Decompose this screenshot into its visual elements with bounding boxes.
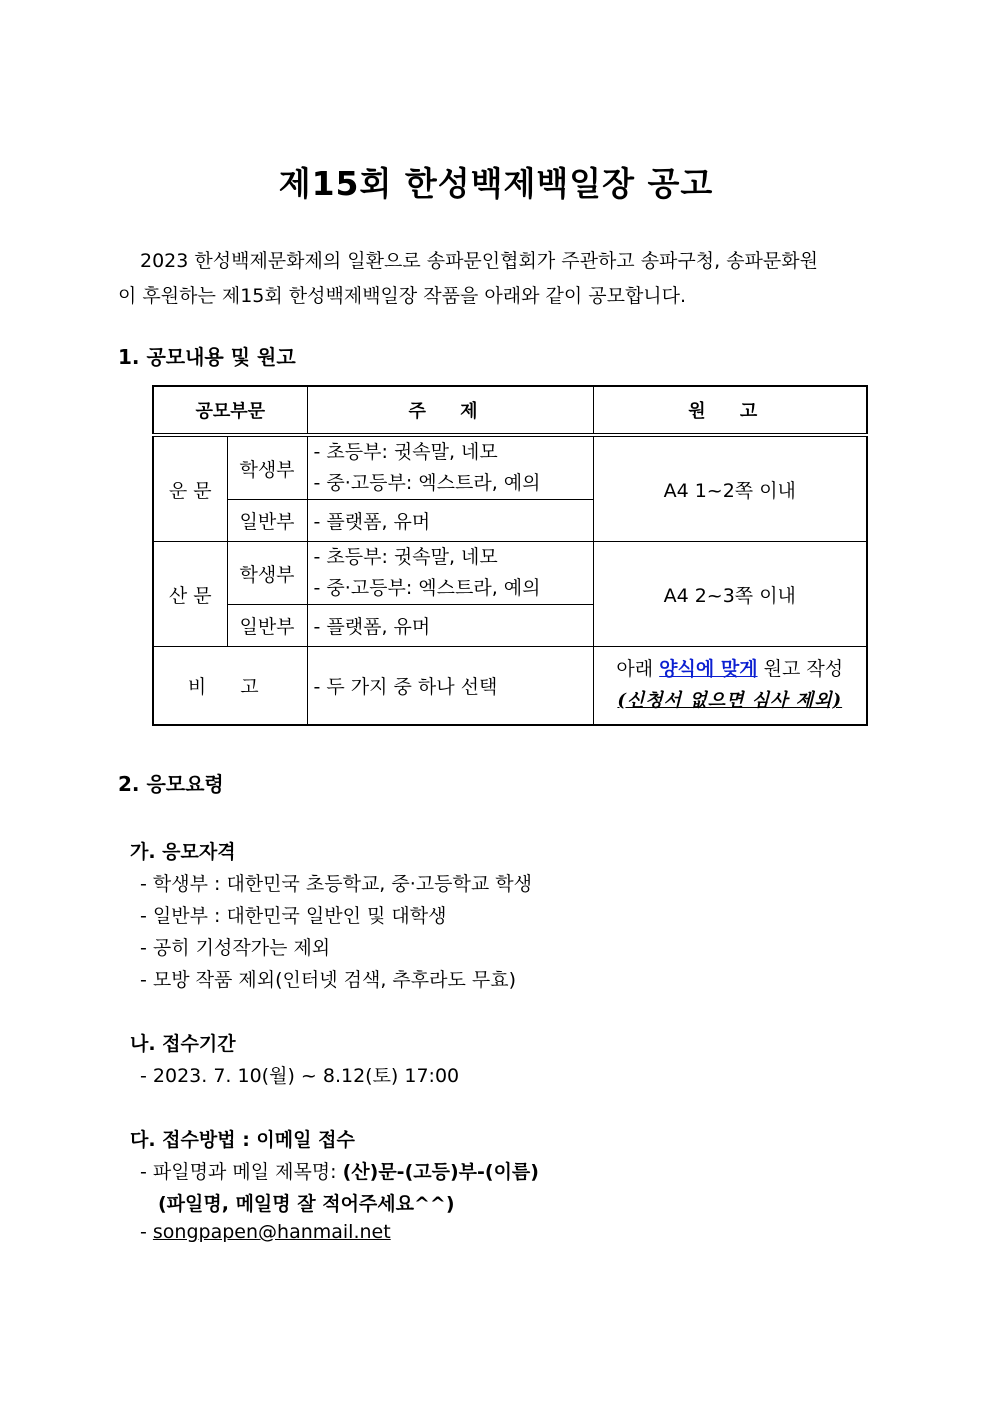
unmun-student-topics [307,435,593,500]
note-manuscript-pre: 아래 [616,658,660,681]
note-manuscript-post: 원고 작성 [757,658,844,681]
unmun-length: A4 1~2쪽 이내 [593,435,867,542]
sanmun-length: A4 2~3쪽 이내 [593,542,867,647]
intro-paragraph [118,244,888,314]
section-2-heading: 2. 응모요령 [118,772,224,796]
unmun-general-label: 일반부 [227,500,307,542]
subsection-ga-heading: 가. 응모자격 [130,841,236,863]
form-link[interactable]: 양식에 맞게 [659,658,758,681]
unmun-category: 운 문 [153,435,227,542]
header-manuscript: 원 고 [593,386,867,435]
file-name-prefix: - 파일명과 메일 제목명: [140,1161,343,1183]
email-link[interactable]: songpapen@hanmail.net [152,1221,391,1243]
sanmun-topic-secondary: - 중·고등부: 엑스트라, 예의 [313,577,541,599]
sanmun-category: 산 문 [153,542,227,647]
sanmun-general-topic: - 플랫폼, 유머 [307,605,593,647]
header-category: 공모부문 [153,386,307,435]
intro-line-1: 2023 한성백제문화제의 일환으로 송파문인협회가 주관하고 송파구청, 송파문화원 [140,250,818,272]
file-name-note: (파일명, 메일명 잘 적어주세요^^) [158,1193,455,1215]
file-name-format: (산)문-(고등)부-(이름) [342,1161,539,1183]
unmun-student-label: 학생부 [227,435,307,500]
header-topic: 주 제 [307,386,593,435]
note-manuscript [593,647,867,725]
email-item [140,1221,391,1243]
unmun-topic-elementary: - 초등부: 귓속말, 네모 [313,441,498,463]
email-prefix: - [140,1221,153,1243]
section-1-heading: 1. 공모내용 및 원고 [118,345,296,369]
note-manuscript-line [600,654,861,685]
sanmun-topic-elementary: - 초등부: 귓속말, 네모 [313,546,498,568]
contest-table [152,385,868,726]
subsection-da-heading: 다. 접수방법 : 이메일 접수 [130,1129,355,1151]
eligibility-item: - 공히 기성작가는 제외 [140,937,331,959]
subsection-na-heading: 나. 접수기간 [130,1033,236,1055]
intro-line-2: 이 후원하는 제15회 한성백제백일장 작품을 아래와 같이 공모합니다. [118,285,687,307]
sanmun-student-label: 학생부 [227,542,307,605]
handwritten-note: (신청서 없으면 심사 제외) [617,690,843,712]
page-title: 제15회 한성백제백일장 공고 [278,164,714,203]
unmun-topic-secondary: - 중·고등부: 엑스트라, 예의 [313,472,541,494]
sanmun-student-topics [307,542,593,605]
eligibility-item: - 모방 작품 제외(인터넷 검색, 추후라도 무효) [140,969,516,991]
period-item: - 2023. 7. 10(월) ~ 8.12(토) 17:00 [140,1065,460,1087]
eligibility-item: - 학생부 : 대한민국 초등학교, 중·고등학교 학생 [140,873,532,895]
sanmun-general-label: 일반부 [227,605,307,647]
note-label: 비 고 [153,647,307,725]
eligibility-item: - 일반부 : 대한민국 일반인 및 대학생 [140,905,447,927]
note-topic: - 두 가지 중 하나 선택 [307,647,593,725]
unmun-general-topic: - 플랫폼, 유머 [307,500,593,542]
file-name-item [140,1157,539,1184]
